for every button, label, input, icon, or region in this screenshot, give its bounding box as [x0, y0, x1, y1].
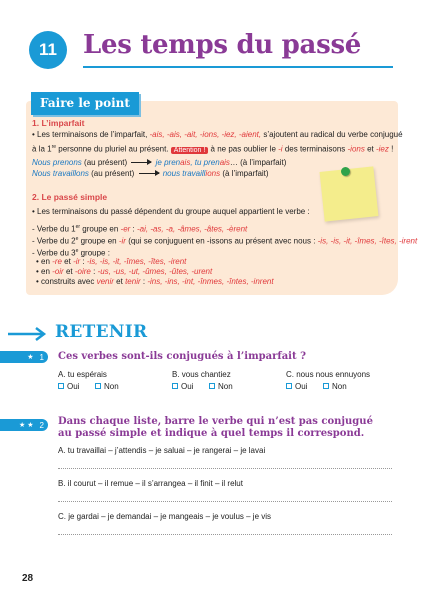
exercise-1-item-b-no[interactable]: Non [209, 382, 233, 391]
group3-rule: - Verbe du 3e groupe : [32, 248, 110, 258]
checkbox-icon[interactable] [209, 383, 215, 389]
chapter-number: 11 [39, 40, 57, 59]
lesson-summary-tab: Faire le point [31, 92, 139, 115]
imparfait-rule-line2: à la 1re personne du pluriel au présent. Attention ! à ne pas oublier le -i des terminaisons -ions et -iez ! [32, 144, 394, 154]
exercise-2-answer-line-b[interactable] [58, 501, 392, 502]
section-heading-passe-simple: 2. Le passé simple [32, 192, 108, 202]
exercise-1-item-a-no[interactable]: Non [95, 382, 119, 391]
star-icon: ★ [27, 354, 34, 361]
checkbox-icon[interactable] [95, 383, 101, 389]
exercise-2-list-a: A. tu travaillai – j’attendis – je saluai – je rangerai – je lavai [58, 446, 266, 455]
group3-bullet-re-ir: • en -re et -ir : -is, -is, -it, -îmes, -îtes, -irent [36, 257, 187, 266]
retenir-arrow-icon [8, 327, 48, 341]
checkbox-icon[interactable] [172, 383, 178, 389]
page-number: 28 [22, 573, 34, 584]
section-heading-imparfait: 1. L’imparfait [32, 118, 85, 128]
title-underline [83, 66, 393, 68]
retenir-heading: RETENIR [55, 322, 148, 342]
group3-bullet-venir-tenir: • construits avec venir et tenir : -ins, -ins, -int, -înmes, -întes, -inrent [36, 277, 274, 286]
group2-rule: - Verbe du 2e groupe en -ir (qui se conjuguent en -issons au présent avec nous : -is, -is, -it, -îmes, -îtes, -irent [32, 236, 418, 246]
checkbox-icon[interactable] [58, 383, 64, 389]
group3-bullet-oir-oire: • en -oir et -oire : -us, -us, -ut, -ûmes, -ûtes, -urent [36, 267, 213, 276]
checkbox-icon[interactable] [323, 383, 329, 389]
page-title: Les temps du passé [83, 30, 362, 60]
passe-simple-intro: • Les terminaisons du passé dépendent du groupe auquel appartient le verbe : [32, 207, 310, 216]
imparfait-rule-line1: • Les terminaisons de l’imparfait, -ais, -ais, -ait, -ions, -iez, -aient, s’ajoutent au radical du verbe conjugué [32, 130, 403, 139]
imparfait-example-2: Nous travaillons (au présent) nous travaillions (à l’imparfait) [32, 169, 269, 178]
chapter-number-badge [29, 31, 67, 69]
exercise-1-item-c: C. nous nous ennuyons [286, 370, 371, 379]
sticky-note-illustration [320, 166, 379, 221]
group1-rule: - Verbe du 1er groupe en -er : -ai, -as, -a, -âmes, -âtes, -èrent [32, 224, 248, 234]
pin-icon [341, 167, 350, 176]
exercise-2-number-bar: ★ ★ 2 [0, 419, 48, 431]
exercise-2-question-line2: au passé simple et indique à quel temps il correspond. [58, 428, 365, 439]
attention-badge: Attention ! [171, 147, 209, 154]
star-icon: ★ ★ [19, 422, 34, 429]
imparfait-example-1: Nous prenons (au présent) je prenais, tu prenais… (à l’imparfait) [32, 158, 287, 167]
exercise-2-answer-line-a[interactable] [58, 468, 392, 469]
exercise-1-item-a-yes[interactable]: Oui [58, 382, 79, 391]
exercise-1-item-c-yes[interactable]: Oui [286, 382, 307, 391]
exercise-1-question: Ces verbes sont-ils conjugués à l’imparfait ? [58, 351, 306, 362]
exercise-1-item-b: B. vous chantiez [172, 370, 231, 379]
exercise-2-question-line1: Dans chaque liste, barre le verbe qui n’est pas conjugué [58, 416, 373, 427]
exercise-1-item-c-no[interactable]: Non [323, 382, 347, 391]
checkbox-icon[interactable] [286, 383, 292, 389]
exercise-1-item-b-yes[interactable]: Oui [172, 382, 193, 391]
exercise-2-answer-line-c[interactable] [58, 534, 392, 535]
arrow-icon [131, 162, 151, 163]
exercise-1-item-a: A. tu espérais [58, 370, 107, 379]
exercise-1-number-bar: ★ 1 [0, 351, 48, 363]
exercise-2-list-b: B. il courut – il remue – il s’arrangea – il finit – il relut [58, 479, 243, 488]
arrow-icon [139, 173, 159, 174]
exercise-2-list-c: C. je gardai – je demandai – je mangeais – je voulus – je vis [58, 512, 272, 521]
